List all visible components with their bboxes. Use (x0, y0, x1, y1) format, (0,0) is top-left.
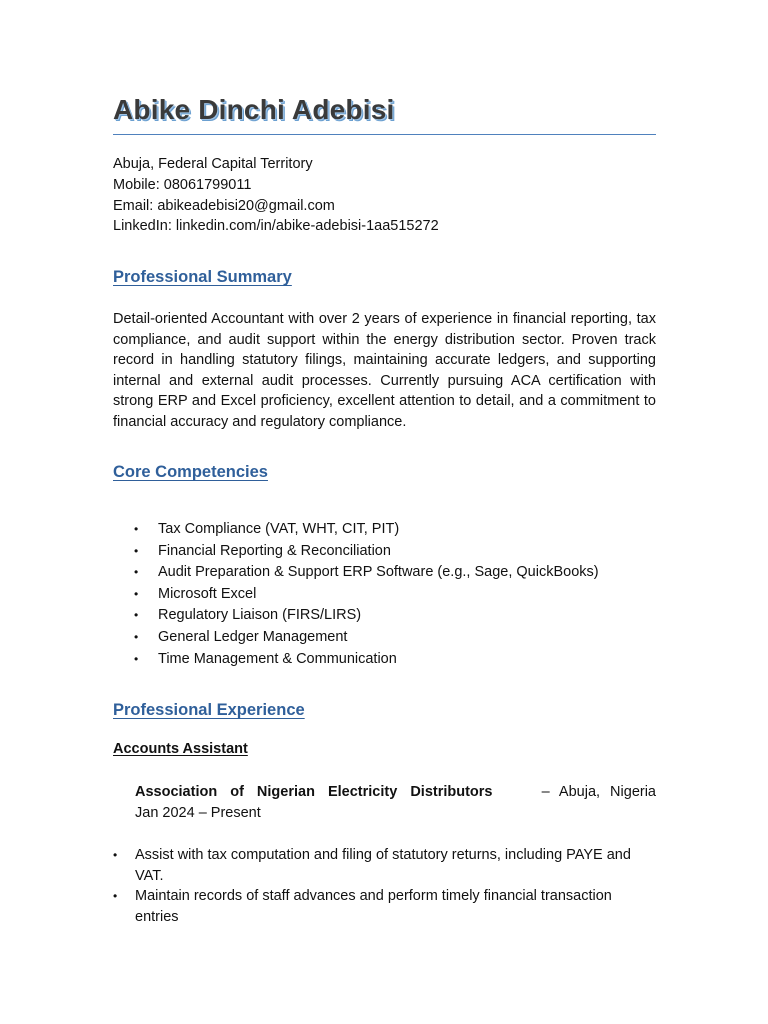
list-item (134, 605, 599, 627)
competency-label: Audit Preparation & Support ERP Software (e.g., Sage, QuickBooks) (158, 564, 599, 581)
competencies-list (134, 519, 599, 670)
competency-label: Regulatory Liaison (FIRS/LIRS) (158, 607, 362, 624)
summary-text: Detail-oriented Accountant with over 2 years of experience in financial reporting, tax compliance, and audit support within the energy distribution sector. Proven track record in handling statutory filings, maintaining accurate ledgers, and supporting internal and external audit processes. Currently pursuing ACA certification with strong ERP and Excel proficiency, excellent attention to detail, and a commitment to financial accuracy and regulatory compliance. (113, 311, 656, 430)
competency-label: General Ledger Management (158, 628, 348, 645)
list-item (113, 886, 656, 927)
contact-block (113, 154, 439, 237)
duties-list (113, 845, 656, 927)
bullet-icon: • (134, 565, 139, 580)
list-item (113, 845, 656, 886)
bullet-icon: • (134, 543, 139, 558)
employer-block (135, 782, 656, 823)
competency-label: Financial Reporting & Reconciliation (158, 542, 391, 559)
list-item (134, 562, 599, 584)
list-item (134, 541, 599, 563)
competency-label: Time Management & Communication (158, 650, 397, 667)
bullet-icon: • (113, 889, 118, 903)
name-divider (113, 134, 656, 135)
employment-dates: Jan 2024 – Present (135, 804, 261, 821)
list-item (134, 519, 599, 541)
list-item (134, 649, 599, 671)
bullet-icon: • (134, 651, 139, 666)
duty-text: Assist with tax computation and filing of statutory returns, including PAYE and VAT. (135, 847, 631, 884)
employer-location: – Abuja, Nigeria (541, 784, 656, 800)
competency-label: Microsoft Excel (158, 585, 257, 602)
contact-linkedin: LinkedIn: linkedin.com/in/abike-adebisi-1aa515272 (113, 218, 439, 235)
candidate-name: Abike Dinchi Adebisi (113, 94, 395, 125)
contact-location: Abuja, Federal Capital Territory (113, 156, 313, 172)
bullet-icon: • (134, 608, 139, 623)
list-item (134, 584, 599, 606)
section-heading-competencies: Core Competencies (113, 463, 268, 481)
contact-mobile: Mobile: 08061799011 (113, 176, 252, 193)
section-heading-experience: Professional Experience (113, 701, 305, 719)
job-title: Accounts Assistant (113, 741, 248, 757)
employer-line (135, 782, 656, 803)
bullet-icon: • (113, 848, 118, 862)
bullet-icon: • (134, 586, 139, 601)
duty-text: Maintain records of staff advances and perform timely financial transaction entries (135, 888, 612, 925)
contact-email: Email: abikeadebisi20@gmail.com (113, 197, 335, 214)
bullet-icon: • (134, 629, 139, 644)
bullet-icon: • (134, 522, 139, 536)
list-item (134, 627, 599, 649)
section-heading-summary: Professional Summary (113, 268, 292, 286)
competency-label: Tax Compliance (VAT, WHT, CIT, PIT) (158, 521, 400, 537)
employer-name: Association of Nigerian Electricity Distributors (135, 784, 493, 800)
